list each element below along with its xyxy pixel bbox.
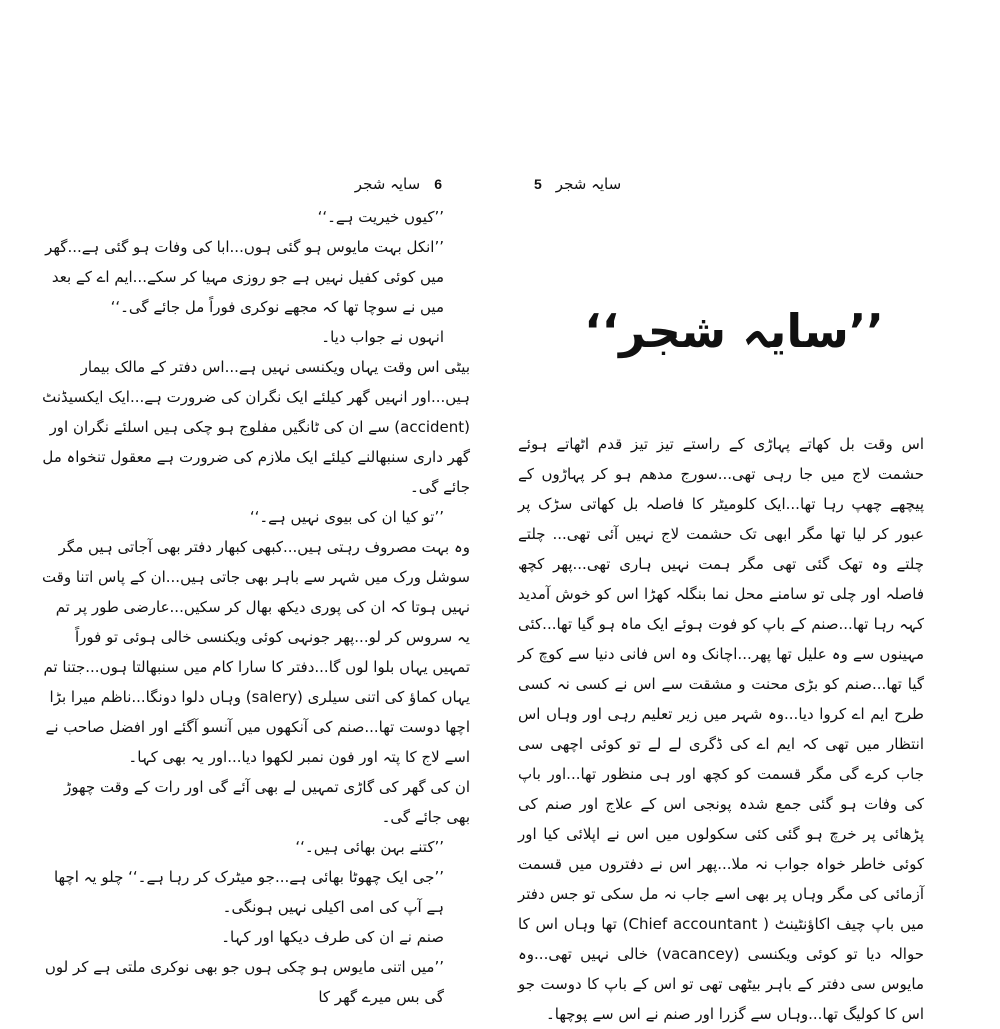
running-title: سایہ شجر xyxy=(555,175,622,193)
dialog-line: ’’انکل بہت مایوس ہو گئی ہوں...ابا کی وفات ہو گئی ہے...گھر میں کوئی کفیل نہیں ہے جو روزی مہیا کر سکے...ایم اے کے بعد میں نے سوچا تھا کہ مجھے نوکری فوراً مل جائے گی۔‘‘ xyxy=(45,238,444,316)
dialog-line: ’’کتنے بہن بھائی ہیں۔‘‘ xyxy=(295,838,444,856)
page-number: 5 xyxy=(534,176,542,192)
page-number: 6 xyxy=(434,176,442,192)
dialog-line: بیٹی اس وقت یہاں ویکنسی نہیں ہے...اس دفتر کے مالک بیمار ہیں...اور انہیں گھر کیلئے ایک نگران کی ضرورت ہے...ایک ایکسیڈنٹ (accident) سے ان کی ٹانگیں مفلوج ہو چکی ہیں اسلئے نگران اور گھر داری سنبھالنے کیلئے ایک ملازم کی ضرورت ہے معقول تنخواہ مل جائے گی۔ xyxy=(42,358,470,496)
dialog-line: انہوں نے جواب دیا۔ xyxy=(321,328,444,346)
running-title: سایہ شجر xyxy=(354,175,421,193)
chapter-title: ’’سایہ شجر‘‘ xyxy=(584,304,884,358)
dialog-line: ’’جی ایک چھوٹا بھائی ہے...جو میٹرک کر رہا ہے۔‘‘ چلو یہ اچھا ہے آپ کی امی اکیلی نہیں ہونگی۔ xyxy=(53,868,444,916)
dialog-line: ان کی گھر کی گاڑی تمہیں لے بھی آئے گی اور رات کے وقت چھوڑ بھی جائے گی۔ xyxy=(64,778,470,826)
body-paragraph: اس وقت بل کھاتے پہاڑی کے راستے تیز تیز قدم اٹھاتے ہوئے حشمت لاج میں جا رہی تھی...سورج مدھم ہو کر پہاڑوں کے پیچھے چھپ رہا تھا...ایک کلومیٹر کا فاصلہ بل کھاتی سڑک پر عبور کر لیا تھا مگر ابھی تک حشمت لاج نہیں آئی تھی... چلتے چلتے وہ تھک گئی تھی مگر ہمت نہیں ہاری تھی...پھر کچھ فاصلہ اور چلی تو سامنے محل نما بنگلہ کھڑا اس کو خوش آمدید کہہ رہا تھا...صنم کے باپ کو فوت ہوئے ایک ماہ ہو گیا تھا...کئی مہینوں سے وہ علیل تھا پھر...اچانک وہ اس فانی دنیا سے کوچ کر گیا تھا...صنم کو بڑی محنت و مشقت سے اس نے کسی نہ کسی طرح ایم اے کروا دیا...وہ شہر میں زیر تعلیم رہی اور وہاں اس انتظار میں تھی کہ ایم اے کی ڈگری لے لے تو کوئی اچھی سی جاب کرے گی مگر قسمت کو کچھ اور ہی منظور تھا...اور باپ کی وفات ہو گئی جمع شدہ پونجی اس کے علاج اور صنم کی پڑھائی پر خرچ ہو گئی کئی سکولوں میں اس نے اپلائی کیا اور کوئی خاطر خواہ جواب نہ ملا...پھر اس نے دفتروں میں قسمت آزمائی کی مگر وہاں پر بھی اسے جاب نہ مل سکی تو جس دفتر میں باپ چیف اکاؤنٹینٹ ( Chief accountant) تھا وہاں اس کا حوالہ دیا تو کوئی ویکنسی (vacancey) خالی نہیں تھی...وہ مایوس سی دفتر کے باہر بیٹھی تھی تو اس کے باپ کا دوست جو اس کا کولیگ تھا...وہاں سے گزرا اور صنم نے اس سے پوچھا۔ xyxy=(518,435,924,1024)
right-page xyxy=(518,172,950,1029)
dialog-line: ’’میں اتنی مایوس ہو چکی ہوں جو بھی نوکری ملتی ہے کر لوں گی بس میرے گھر کا xyxy=(44,958,444,1006)
dialog-line: وہ بہت مصروف رہتی ہیں...کبھی کبھار دفتر بھی آجاتی ہیں مگر سوشل ورک میں شہر سے باہر بھی جاتی ہیں...ان کے پاس اتنا وقت نہیں ہوتا کہ ان کی پوری دیکھ بھال کر سکیں...عارضی طور پر تم یہ سروس کر لو...پھر جونہی کوئی ویکنسی خالی ہوئی تو فوراً تمہیں یہاں بلوا لوں گا...دفتر کا سارا کام میں سنبھالتا ہوں...جتنا تم یہاں کماؤ کی اتنی سیلری (salery) وہاں دلوا دونگا...ناظم میرا بڑا اچھا دوست تھا...صنم کی آنکھوں میں آنسو آگئے اور افضل صاحب نے اسے لاج کا پتہ اور فون نمبر لکھوا دیا...اور یہ بھی کہا۔ xyxy=(41,538,470,766)
dialog-line: صنم نے ان کی طرف دیکھا اور کہا۔ xyxy=(221,928,444,946)
left-page xyxy=(38,172,470,1012)
running-head xyxy=(518,172,950,196)
dialog-line: ’’کیوں خیریت ہے۔‘‘ xyxy=(317,208,444,226)
running-head xyxy=(38,172,470,196)
dialog-line: ’’تو کیا ان کی بیوی نہیں ہے۔‘‘ xyxy=(249,508,444,526)
